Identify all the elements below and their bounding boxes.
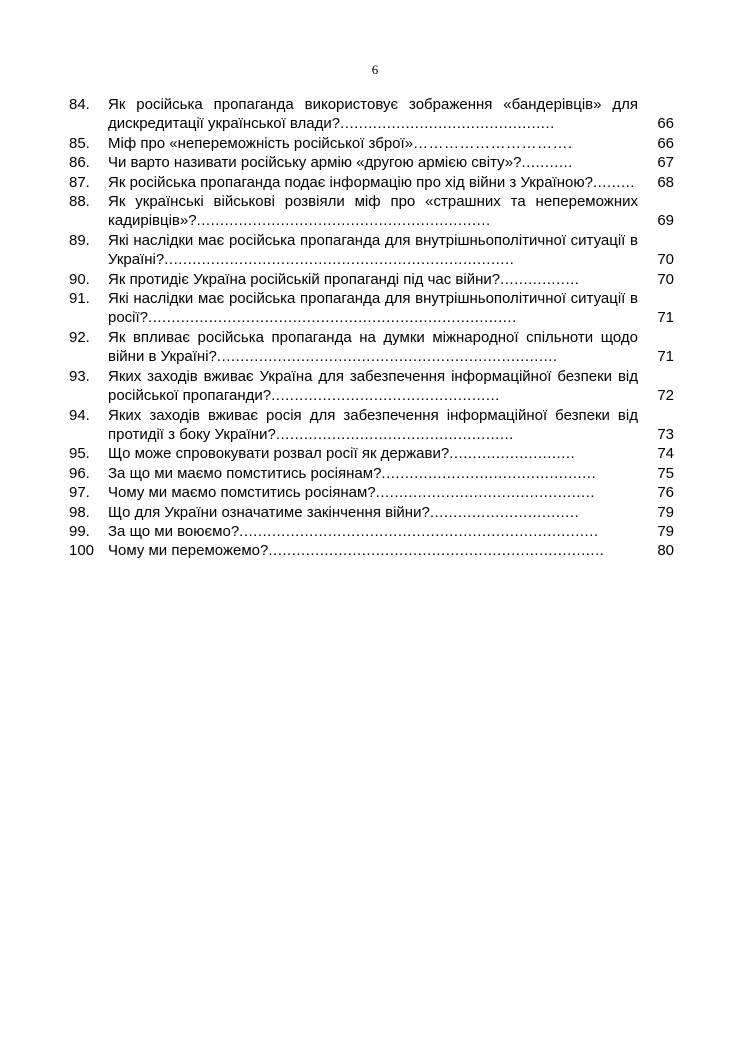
toc-entry-title-text: Яких заходів вживає Україна для забезпечення інформаційної безпеки від російської пропаганди? <box>108 367 638 405</box>
toc-entry-leader-dots: ................................................... <box>275 425 514 443</box>
toc-entry-page: 69 <box>657 212 674 230</box>
toc-entry <box>69 503 674 522</box>
toc-entry-page: 67 <box>657 154 674 172</box>
toc-entry-title-text: Чи варто називати російську армію «другою армією світу»? <box>108 154 522 172</box>
table-of-contents <box>69 95 674 561</box>
toc-entry-title <box>108 153 638 172</box>
toc-entry-title-text: Які наслідки має російська пропаганда для внутрішньополітичної ситуації в Україні? <box>108 231 638 269</box>
toc-entry-page: 80 <box>657 542 674 560</box>
toc-entry-title <box>108 503 638 522</box>
toc-entry-title <box>108 522 638 541</box>
toc-entry-title-text: Чому ми маємо помститись росіянам? <box>108 484 376 502</box>
toc-entry-number: 84. <box>69 96 90 113</box>
toc-entry <box>69 134 674 153</box>
page-number: 6 <box>371 62 379 77</box>
toc-entry <box>69 289 674 328</box>
toc-entry <box>69 483 674 502</box>
toc-entry-title-text: Що для України означатиме закінчення війни? <box>108 503 430 521</box>
toc-entry-number: 95. <box>69 445 90 463</box>
toc-entry-leader-dots: …………………………. <box>413 134 573 152</box>
toc-entry-title <box>108 367 638 406</box>
toc-entry-number: 88. <box>69 193 90 211</box>
toc-entry <box>69 541 674 560</box>
toc-entry-title-text: Як впливає російська пропаганда на думки міжнародної спільноти щодо війни в Україні? <box>108 328 638 366</box>
toc-entry-title <box>108 134 638 153</box>
toc-entry-title <box>108 406 638 445</box>
toc-entry-page: 74 <box>657 445 674 463</box>
toc-entry-leader-dots: ........................... <box>449 445 576 463</box>
toc-entry-title-text: Міф про «непереможність російської зброї» <box>108 134 414 152</box>
toc-entry-number: 87. <box>69 173 90 191</box>
toc-entry-page: 70 <box>657 270 674 288</box>
toc-entry-title <box>108 464 638 483</box>
toc-entry-title-text: Як російська пропаганда подає інформацію про хід війни з Україною? <box>108 173 593 191</box>
toc-entry <box>69 328 674 367</box>
toc-entry-number: 94. <box>69 406 90 424</box>
toc-entry <box>69 406 674 445</box>
toc-entry <box>69 95 674 134</box>
toc-entry-title-text: Що може спровокувати розвал росії як держави? <box>108 445 450 463</box>
toc-entry-leader-dots: ................................ <box>429 503 580 521</box>
toc-entry-page: 66 <box>657 115 674 133</box>
toc-entry-title-text: Чому ми переможемо? <box>108 542 269 560</box>
toc-entry-leader-dots: ............................................................................. <box>239 522 599 540</box>
toc-entry-number: 98. <box>69 503 90 521</box>
toc-entry-leader-dots: ......... <box>592 173 635 191</box>
toc-entry-number: 96. <box>69 464 90 482</box>
toc-entry-title-text: За що ми маємо помститись росіянам? <box>108 464 382 482</box>
toc-entry-leader-dots: ......................................................................... <box>216 348 558 366</box>
toc-entry-page: 71 <box>657 348 674 366</box>
toc-entry-number: 100 <box>69 542 95 560</box>
toc-entry-leader-dots: ............................................... <box>375 484 596 502</box>
toc-entry-title-text: Як протидіє Україна російській пропаганді під час війни? <box>108 270 501 288</box>
toc-entry-leader-dots: ............................................................... <box>196 212 491 230</box>
toc-entry-title <box>108 173 638 192</box>
toc-entry-title-text: Як українські військові розвіяли міф про «страшних та непереможних кадирівців»? <box>108 193 638 230</box>
toc-entry <box>69 173 674 192</box>
toc-entry-number: 93. <box>69 367 90 385</box>
toc-entry <box>69 522 674 541</box>
toc-entry <box>69 464 674 483</box>
toc-entry-number: 90. <box>69 270 90 288</box>
toc-entry-title-text: Яких заходів вживає росія для забезпечення інформаційної безпеки від протидії з боку України? <box>108 406 638 443</box>
toc-entry-page: 73 <box>657 425 674 443</box>
toc-entry-title-text: За що ми воюємо? <box>108 522 240 540</box>
toc-entry-title-text: Як російська пропаганда використовує зображення «бандерівців» для дискредитації української влади? <box>108 96 638 133</box>
toc-entry-page: 70 <box>657 251 674 269</box>
toc-entry-leader-dots: ................................................. <box>271 387 500 405</box>
toc-entry-page: 66 <box>657 134 674 152</box>
toc-entry-page: 72 <box>657 387 674 405</box>
toc-entry-leader-dots: .............................................. <box>340 115 555 133</box>
toc-entry <box>69 270 674 289</box>
toc-entry-page: 79 <box>657 522 674 540</box>
toc-entry-leader-dots: ........................................................................... <box>164 251 515 269</box>
toc-entry <box>69 192 674 231</box>
toc-entry-number: 91. <box>69 290 90 308</box>
toc-entry <box>69 367 674 406</box>
toc-entry-title <box>108 192 638 231</box>
toc-entry-leader-dots: ................. <box>500 270 580 288</box>
toc-entry-page: 75 <box>657 464 674 482</box>
toc-entry-title <box>108 289 638 328</box>
toc-entry-number: 89. <box>69 231 90 249</box>
toc-entry-leader-dots: ............................................................................... <box>148 309 517 327</box>
toc-entry-leader-dots: ........... <box>521 154 573 172</box>
toc-entry-title <box>108 231 638 270</box>
toc-entry-page: 76 <box>657 484 674 502</box>
toc-entry-page: 68 <box>657 173 674 191</box>
toc-entry-page: 71 <box>657 309 674 327</box>
toc-entry-number: 99. <box>69 522 90 540</box>
toc-entry-leader-dots: .............................................. <box>381 464 597 482</box>
toc-entry-number: 86. <box>69 154 90 172</box>
toc-entry-page: 79 <box>657 503 674 521</box>
toc-entry-title-text: Які наслідки має російська пропаганда для внутрішньополітичної ситуації в росії? <box>108 290 638 327</box>
toc-entry-number: 97. <box>69 484 90 502</box>
toc-entry-number: 92. <box>69 328 90 346</box>
toc-entry <box>69 153 674 172</box>
toc-entry-title <box>108 270 638 289</box>
toc-entry-title <box>108 95 638 134</box>
toc-entry-title <box>108 483 638 502</box>
toc-entry-title <box>108 541 638 560</box>
toc-entry-title <box>108 444 638 463</box>
toc-entry <box>69 444 674 463</box>
toc-entry-leader-dots: ........................................................................ <box>268 542 605 560</box>
toc-entry-number: 85. <box>69 134 90 152</box>
toc-entry-title <box>108 328 638 367</box>
toc-entry <box>69 231 674 270</box>
